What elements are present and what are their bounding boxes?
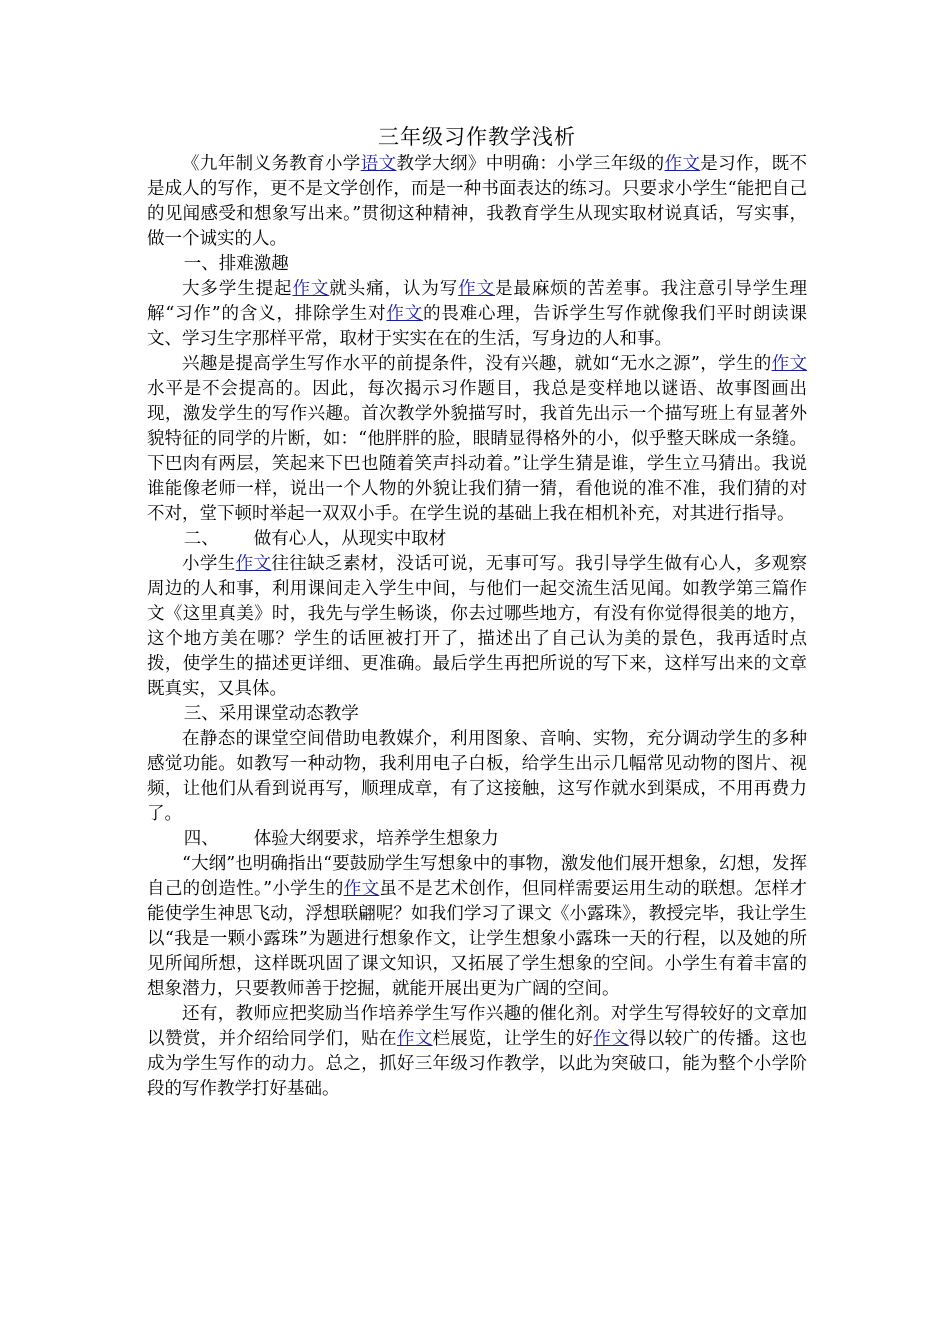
keyword-link[interactable]: 作文 bbox=[343, 879, 380, 899]
text-fragment: 体验大纲要求，培养学生想象力 bbox=[253, 829, 499, 849]
keyword-link[interactable]: 作文 bbox=[458, 279, 495, 299]
keyword-link[interactable]: 作文 bbox=[771, 354, 808, 374]
text-fragment: 兴趣是提高学生写作水平的前提条件，没有兴趣，就如“无水之源”，学生的 bbox=[182, 354, 772, 374]
text-fragment: 大多学生提起 bbox=[182, 279, 293, 299]
text-fragment: 是习作，既不是成人的写作，更不是文学创作，而是一种书面表达的练习。只要求小学生“能把自己的见闻感受和想象写出来。”贯彻这种精神，我教育学生从现实取材说真话，写实事，做一个诚实的人。 bbox=[147, 154, 808, 249]
section-heading bbox=[147, 702, 807, 727]
keyword-link[interactable]: 作文 bbox=[386, 304, 424, 324]
text-fragment: 水平是不会提高的。因此，每次揭示习作题目，我总是变样地以谜语、故事图画出现，激发学生的写作兴趣。首次教学外貌描写时，我首先出示一个描写班上有显著外貌特征的同学的片断，如：“他胖胖的脸，眼睛显得格外的小，似乎整天眯成一条缝。下巴肉有两层，笑起来下巴也随着笑声抖动着。”让学生猜是谁，学生立马猜出。我说谁能像老师一样，说出一个人物的外貌让我们猜一猜，看他说的准不准，我们猜的对不对，堂下顿时举起一双双小手。在学生说的基础上我在相机补充，对其进行指导。 bbox=[147, 379, 807, 524]
keyword-link[interactable]: 作文 bbox=[396, 1029, 433, 1049]
keyword-link[interactable]: 作文 bbox=[235, 554, 272, 574]
section-heading bbox=[147, 252, 807, 277]
document-title: 三年级习作教学浅析 bbox=[378, 125, 576, 149]
text-fragment: 在静态的课堂空间借助电教媒介，利用图象、音响、实物，充分调动学生的多种感觉功能。如教写一种动物，我利用电子白板，给学生出示几幅常见动物的图片、视频，让他们从看到说再写，顺理成章，有了这接触，这写作就水到渠成，不用再费力了。 bbox=[147, 729, 807, 824]
text-fragment: 还有，教师应把奖励当作培养学生写作兴趣的催化剂。对学生写得较好的文章加以赞赏，并介绍给同学们，贴在 bbox=[147, 1004, 807, 1049]
text-fragment: 是最麻烦的苦差事。我注意引导学生理解“习作”的含义，排除学生对 bbox=[147, 279, 808, 324]
document-body bbox=[147, 122, 807, 1102]
text-fragment: 栏展览，让学生的好 bbox=[432, 1029, 594, 1049]
body-paragraph bbox=[147, 852, 807, 1002]
text-fragment: 三、采用课堂动态教学 bbox=[183, 704, 359, 724]
keyword-link[interactable]: 作文 bbox=[292, 279, 330, 299]
section-heading bbox=[147, 527, 807, 552]
body-paragraph bbox=[147, 727, 807, 827]
paragraph-list bbox=[147, 152, 807, 1102]
section-heading bbox=[147, 827, 807, 852]
body-paragraph bbox=[147, 552, 807, 702]
text-fragment: 就头痛，认为写 bbox=[329, 279, 459, 299]
text-fragment: 得以较广的传播。这也成为学生写作的动力。总之，抓好三年级习作教学，以此为突破口，能为整个小学阶段的写作教学打好基础。 bbox=[147, 1029, 808, 1099]
body-paragraph bbox=[147, 152, 807, 252]
text-fragment: 做有心人，从现实中取材 bbox=[253, 529, 447, 549]
keyword-link[interactable]: 作文 bbox=[664, 154, 701, 174]
text-fragment: 的畏难心理，告诉学生写作就像我们平时朗读课文、学习生字那样平常，取材于实实在在的生活，写身边的人和事。 bbox=[147, 304, 808, 349]
body-paragraph bbox=[147, 277, 807, 352]
body-paragraph bbox=[147, 1002, 807, 1102]
text-fragment: 虽不是艺术创作，但同样需要运用生动的联想。怎样才能使学生神思飞动，浮想联翩呢？如我们学习了课文《小露珠》，教授完毕，我让学生以“我是一颗小露珠”为题进行想象作文，让学生想象小露珠一天的行程，以及她的所见所闻所想，这样既巩固了课文知识，又拓展了学生想象的空间。小学生有着丰富的想象潜力，只要教师善于挖掘，就能开展出更为广阔的空间。 bbox=[147, 879, 808, 999]
text-fragment: 二、 bbox=[183, 529, 219, 549]
text-fragment: 小学生 bbox=[182, 554, 236, 574]
body-paragraph bbox=[147, 352, 807, 527]
text-fragment: 一、排难激趣 bbox=[183, 254, 289, 274]
keyword-link[interactable]: 语文 bbox=[360, 154, 397, 174]
text-fragment: 往往缺乏素材，没话可说，无事可写。我引导学生做有心人，多观察周边的人和事，利用课间走入学生中间，与他们一起交流生活见闻。如教学第三篇作文《这里真美》时，我先与学生畅谈，你去过哪些地方，有没有你觉得很美的地方，这个地方美在哪？学生的话匣被打开了，描述出了自己认为美的景色，我再适时点拨，使学生的描述更详细、更准确。最后学生再把所说的写下来，这样写出来的文章既真实，又具体。 bbox=[147, 554, 808, 699]
text-fragment: 教学大纲》中明确：小学三年级的 bbox=[396, 154, 665, 174]
text-fragment: “大纲”也明确指出“要鼓励学生写想象中的事物，激发他们展开想象，幻想，发挥自己的创造性。”小学生的 bbox=[147, 854, 807, 899]
text-fragment: 四、 bbox=[183, 829, 219, 849]
text-fragment: 《九年制义务教育小学 bbox=[182, 154, 361, 174]
keyword-link[interactable]: 作文 bbox=[593, 1029, 629, 1049]
